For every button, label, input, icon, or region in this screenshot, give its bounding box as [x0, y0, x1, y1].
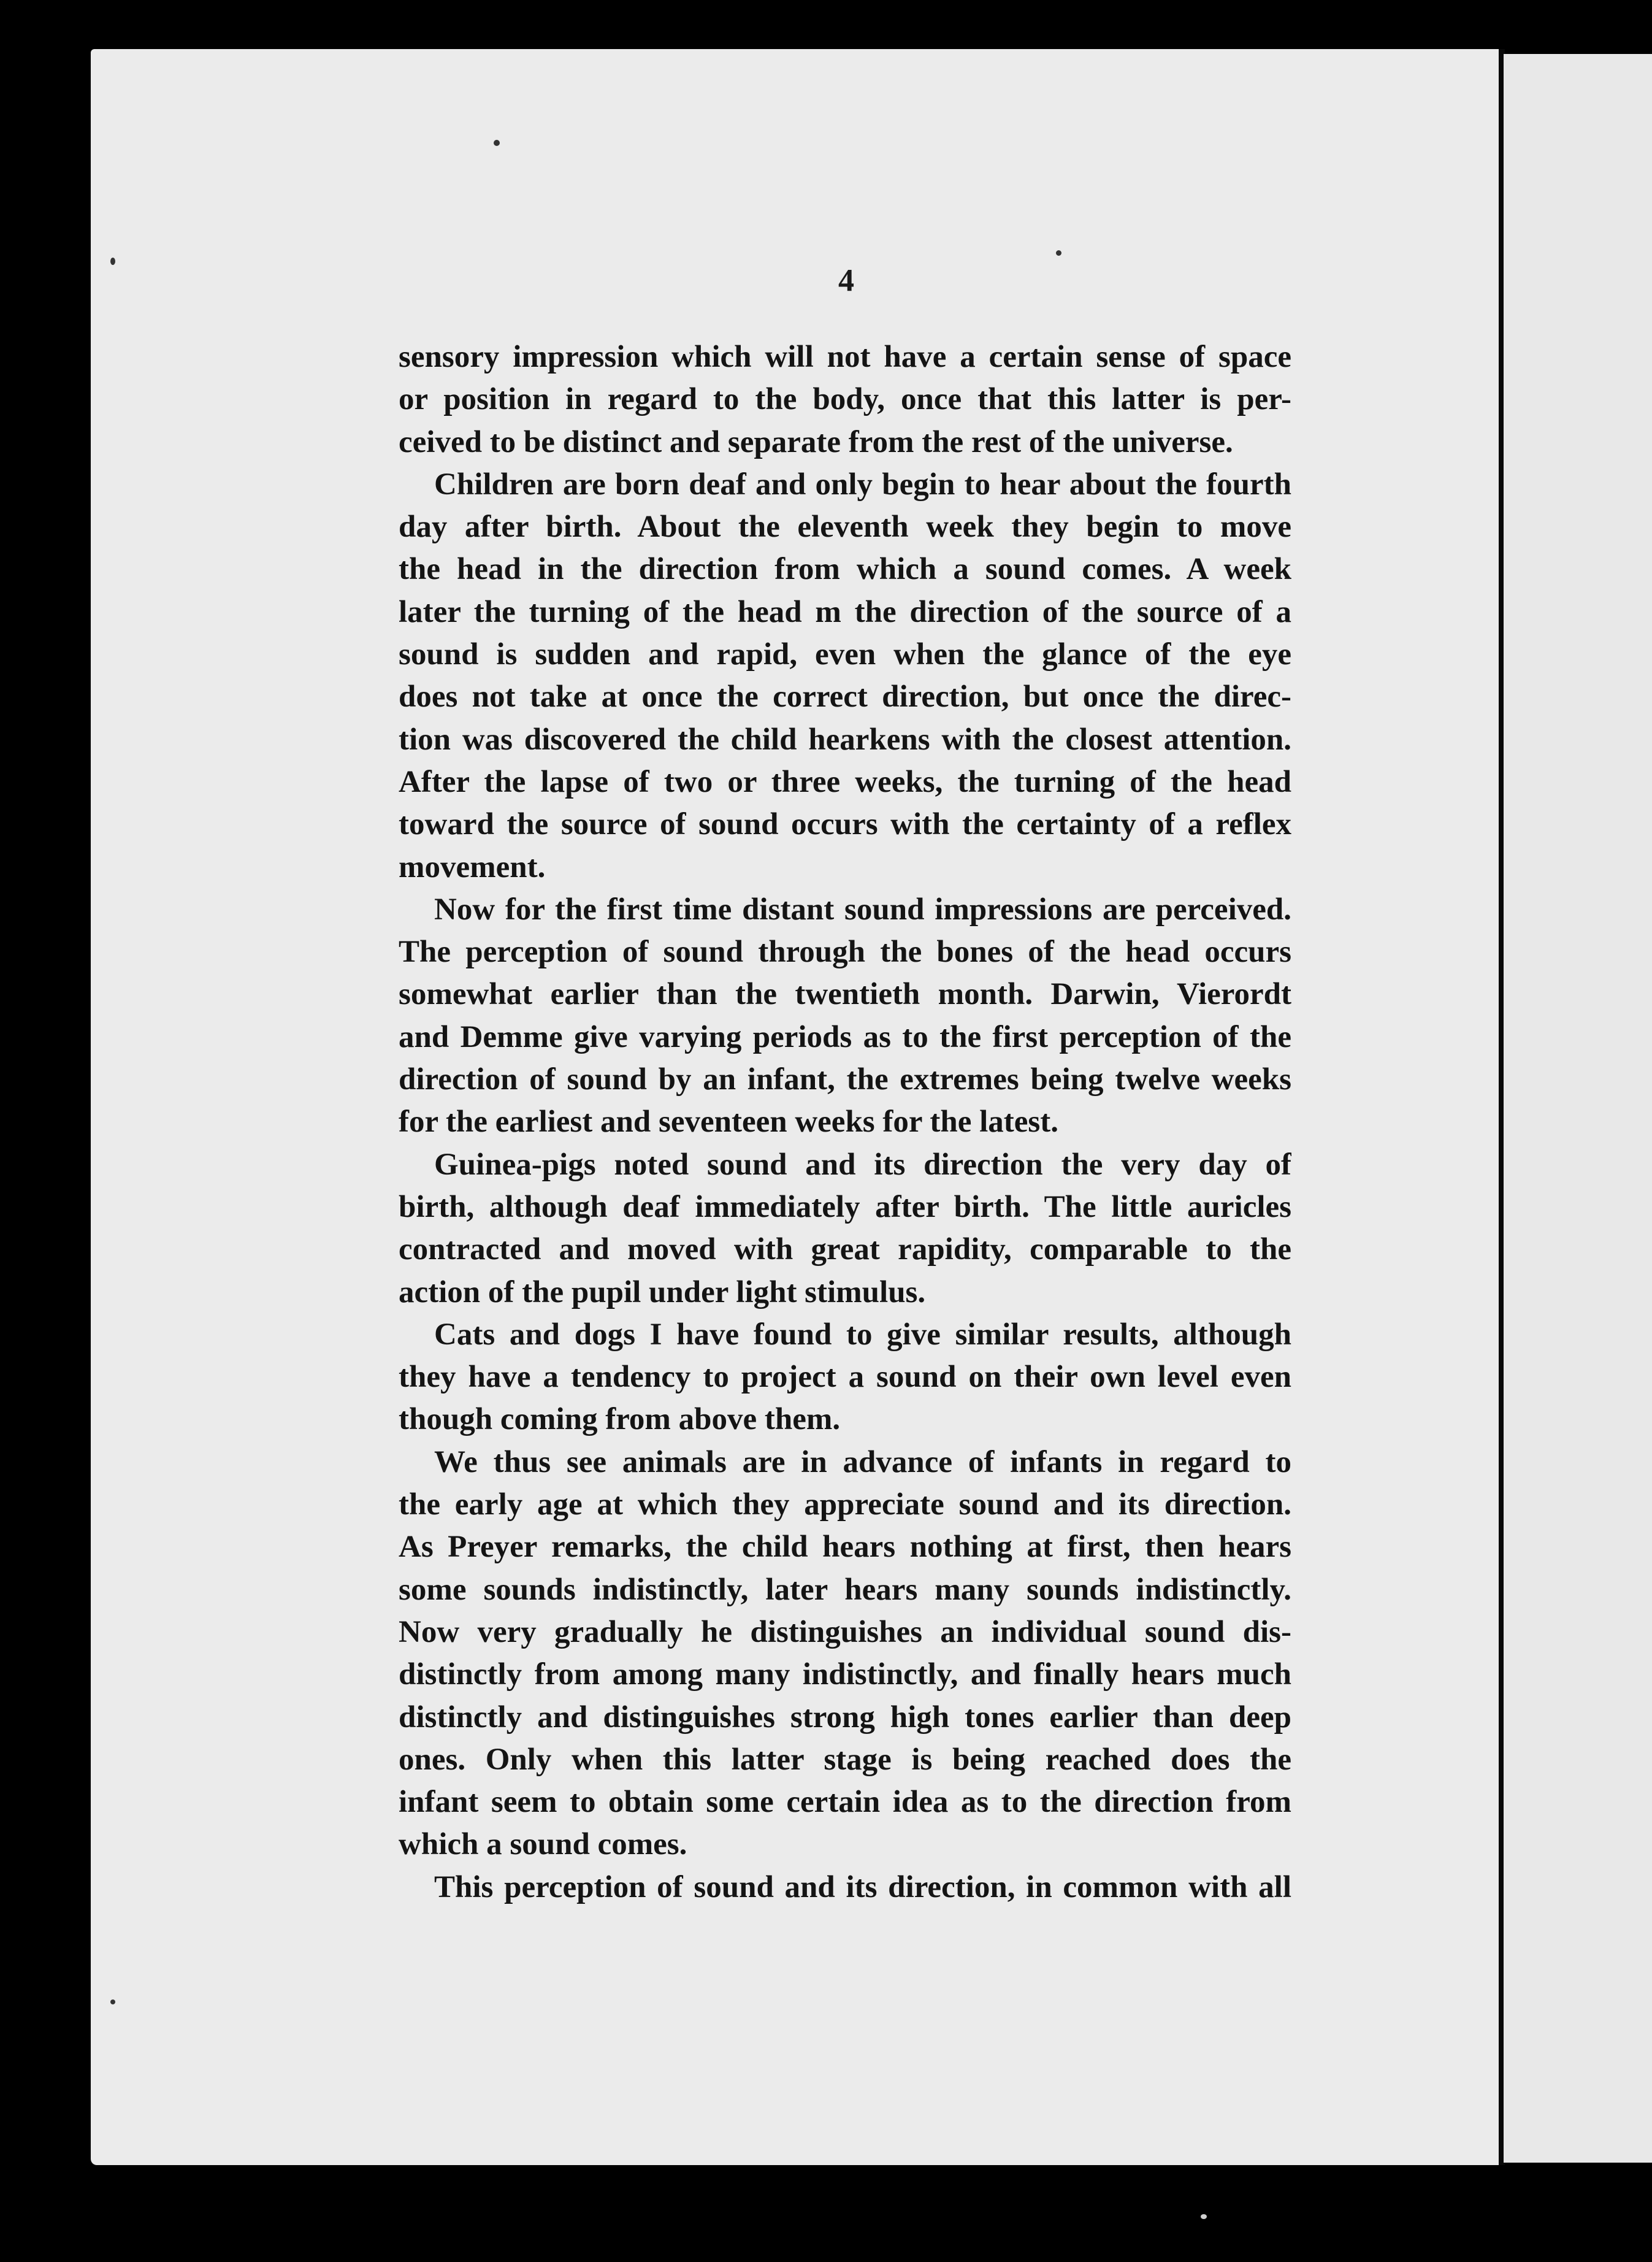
text-line: ceived to be distinct and separate from the rest of the universe.: [399, 424, 1233, 459]
paragraph: [399, 1144, 1291, 1314]
text-line: which a sound comes.: [399, 1827, 687, 1862]
body-text: [399, 336, 1291, 1909]
facing-page-edge: [1504, 54, 1652, 2163]
text-line: ones. Only when this latter stage is being reached does the: [399, 1742, 1291, 1777]
text-line: This perception of sound and its direction, in common with all: [434, 1869, 1291, 1904]
text-line: Cats and dogs I have found to give similar results, although: [434, 1317, 1291, 1352]
paragraph: [399, 464, 1291, 889]
text-line: sound is sudden and rapid, even when the glance of the eye: [399, 637, 1291, 672]
text-line: We thus see animals are in advance of infants in regard to: [434, 1444, 1291, 1479]
text-line: somewhat earlier than the twentieth month. Darwin, Vierordt: [399, 977, 1291, 1012]
text-line: infant seem to obtain some certain idea as to the direction from: [399, 1785, 1291, 1820]
text-line: tion was discovered the child hearkens with the closest attention.: [399, 722, 1291, 757]
text-line: toward the source of sound occurs with the certainty of a reflex: [399, 807, 1291, 842]
scan-speck: [1056, 250, 1061, 256]
text-line: or position in regard to the body, once that this latter is per-: [399, 382, 1291, 417]
text-line: contracted and moved with great rapidity, comparable to the: [399, 1232, 1291, 1267]
text-line: movement.: [399, 849, 546, 884]
text-line: direction of sound by an infant, the extremes being twelve weeks: [399, 1062, 1291, 1097]
text-line: and Demme give varying periods as to the first perception of the: [399, 1019, 1291, 1054]
text-line: action of the pupil under light stimulus.: [399, 1275, 926, 1309]
text-line: Now for the first time distant sound impressions are perceived.: [434, 892, 1291, 927]
page-number: 4: [838, 263, 854, 298]
text-line: As Preyer remarks, the child hears nothing at first, then hears: [399, 1530, 1291, 1565]
scan-speck: [1201, 2214, 1207, 2219]
text-line: day after birth. About the eleventh week they begin to move: [399, 510, 1291, 545]
text-line: birth, although deaf immediately after birth. The little auricles: [399, 1189, 1291, 1224]
text-line: distinctly from among many indistinctly, and finally hears much: [399, 1657, 1291, 1692]
text-line: distinctly and distinguishes strong high tones earlier than deep: [399, 1700, 1291, 1735]
text-line: Guinea-pigs noted sound and its direction the very day of: [434, 1147, 1291, 1182]
text-line: Children are born deaf and only begin to hear about the fourth: [434, 467, 1291, 502]
scan-speck: [110, 258, 115, 265]
paragraph: [399, 336, 1291, 464]
text-line: some sounds indistinctly, later hears many sounds indistinctly.: [399, 1572, 1291, 1607]
text-line: The perception of sound through the bones of the head occurs: [399, 935, 1291, 970]
paragraph: [399, 889, 1291, 1144]
text-line: Now very gradually he distinguishes an individual sound dis-: [399, 1614, 1291, 1649]
text-line: for the earliest and seventeen weeks for the latest.: [399, 1105, 1058, 1140]
text-line: does not take at once the correct direction, but once the direc-: [399, 680, 1291, 715]
text-line: the early age at which they appreciate sound and its direction.: [399, 1487, 1291, 1522]
paragraph: [399, 1866, 1291, 1909]
text-line: they have a tendency to project a sound on their own level even: [399, 1360, 1291, 1395]
text-line: the head in the direction from which a sound comes. A week: [399, 552, 1291, 587]
paragraph: [399, 1314, 1291, 1441]
paragraph: [399, 1441, 1291, 1866]
text-line: sensory impression which will not have a certain sense of space: [399, 340, 1291, 374]
text-line: though coming from above them.: [399, 1402, 841, 1437]
scan-speck: [110, 1999, 115, 2004]
text-line: After the lapse of two or three weeks, the turning of the head: [399, 764, 1291, 799]
scan-speck: [494, 140, 500, 146]
text-line: later the turning of the head m the direction of the source of a: [399, 594, 1291, 629]
